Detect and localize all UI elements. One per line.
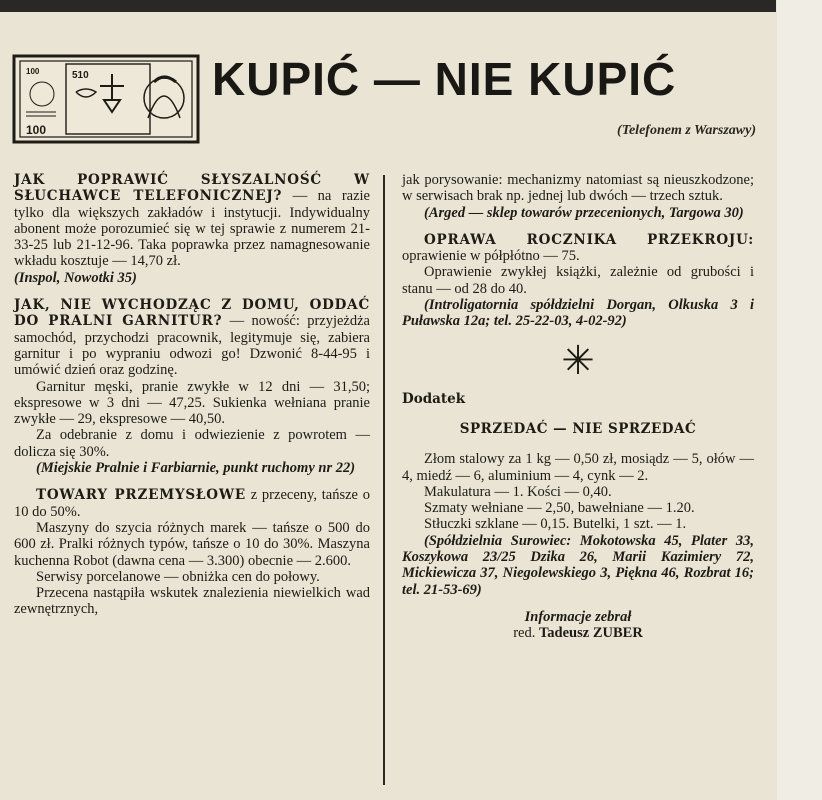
article-laundry: [14, 297, 370, 476]
illustration-label-top: 100: [26, 67, 40, 76]
page-title: KUPIĆ — NIE KUPIĆ: [212, 53, 677, 105]
top-rule: [0, 0, 776, 12]
page-subtitle: (Telefonem z Warszawy): [617, 123, 756, 138]
author-credit: [402, 609, 754, 642]
list-item: Złom stalowy za 1 kg — 0,50 zł, mosiądz — 5, ołów — 4, miedź — 6, aluminium — 4, cynk — 2.: [402, 451, 754, 484]
article-text: oprawienie w półpłótno — 75.: [402, 248, 580, 265]
article-paragraph: Za odebranie z domu i odwiezienie z powrotem — dolicza się 30%.: [14, 427, 370, 460]
list-item: Szmaty wełniane — 2,50, bawełniane — 1.20.: [424, 500, 695, 517]
list-item: Makulatura — 1. Kości — 0,40.: [424, 483, 612, 500]
credit-prefix: red.: [513, 625, 539, 642]
banknote-illustration-icon: [12, 52, 202, 147]
article-text: — nowość: przyjeżdża samochód, przychodzi pracownik, legitymuje się, zabiera garnitur i po wypraniu odwozi go! Dzwonić 8-44-95 i umówić dzień oraz godzinę.: [14, 313, 370, 379]
article-paragraph: Oprawienie zwykłej książki, zależnie od grubości i stanu — od 28 do 40.: [402, 264, 754, 297]
illustration-label-bottom: 100: [26, 123, 47, 137]
article-source: (Introligatornia spółdzielni Dorgan, Olkuska 3 i Puławska 12a; tel. 25-22-03, 4-02-92): [402, 297, 754, 330]
article-paragraph: Maszyny do szycia różnych marek — tańsze o 500 do 600 zł. Pralki różnych typów, tańsze o 10 do 30%. Maszyna kuchenna Robot (dawna cena — 3.300) obecnie — 2.600.: [14, 519, 370, 569]
article-heading: JAK POPRAWIĆ SŁYSZALNOŚĆ W SŁUCHAWCE TELEFONICZNEJ?: [14, 172, 370, 205]
article-industrial-goods: [14, 487, 370, 617]
asterisk-icon: ✳: [561, 337, 595, 383]
article-continuation: [402, 172, 754, 221]
right-column: [402, 172, 754, 642]
article-heading: OPRAWA ROCZNIKA PRZEKROJU:: [424, 231, 754, 248]
article-source: (Miejskie Pralnie i Farbiarnie, punkt ruchomy nr 22): [36, 460, 356, 477]
section-subtitle: SPRZEDAĆ — NIE SPRZEDAĆ: [459, 420, 697, 437]
article-text: — na razie tylko dla większych zakładów i instytucji. Indywidualny abonent może porozumieć się w tej sprawie z numerem 21-33-25 lub 21-12-96. Taka poprawka przez namagnesowanie wkładu kosztuje — 14,70 zł.: [14, 188, 370, 270]
article-paragraph: Garnitur męski, pranie zwykłe w 12 dni — 31,50; ekspresowe w 3 dni — 47,25. Sukienka wełniana pranie zwykłe — 29, ekspresowe — 40,50.: [14, 378, 370, 428]
section-label: Dodatek: [402, 390, 466, 407]
article-paragraph: Przecena nastąpiła wskutek znalezienia niewielkich wad zewnętrznych,: [14, 585, 370, 618]
article-source: (Spółdzielnia Surowiec: Mokotowska 45, Plater 33, Koszykowa 23/25 Dzika 26, Marii Kazimiery 72, Mickiewicza 37, Niegolewskiego 3, Piękna 46, Rozbrat 16; tel. 21-53-69): [402, 532, 754, 598]
article-hearing: [14, 172, 370, 286]
page-margin: [777, 0, 822, 800]
article-source: (Arged — sklep towarów przecenionych, Targowa 30): [424, 204, 744, 221]
article-paragraph: Serwisy porcelanowe — obniżka cen do połowy.: [36, 568, 320, 585]
article-binding: [402, 232, 754, 330]
illustration-label-mid: 510: [72, 70, 89, 81]
list-item: Stłuczki szklane — 0,15. Butelki, 1 szt. — 1.: [424, 516, 687, 533]
article-heading: JAK, NIE WYCHODZĄC Z DOMU, ODDAĆ DO PRALNI GARNITUR?: [14, 297, 370, 330]
author-name: Tadeusz ZUBER: [538, 625, 643, 642]
article-text: jak porysowanie: mechanizmy natomiast są nieuszkodzone; w serwisach brak np. jednej lub dwóch — trzech sztuk.: [402, 172, 754, 205]
article-text: z przeceny, tańsze o 10 do 50%.: [14, 487, 370, 520]
article-heading: TOWARY PRZEMYSŁOWE: [36, 487, 246, 504]
left-column: [14, 172, 370, 629]
scrap-price-list: [402, 451, 754, 598]
article-source: (Inspol, Nowotki 35): [14, 269, 137, 286]
column-divider: [383, 175, 385, 785]
credit-line: Informacje zebrał: [524, 608, 632, 625]
